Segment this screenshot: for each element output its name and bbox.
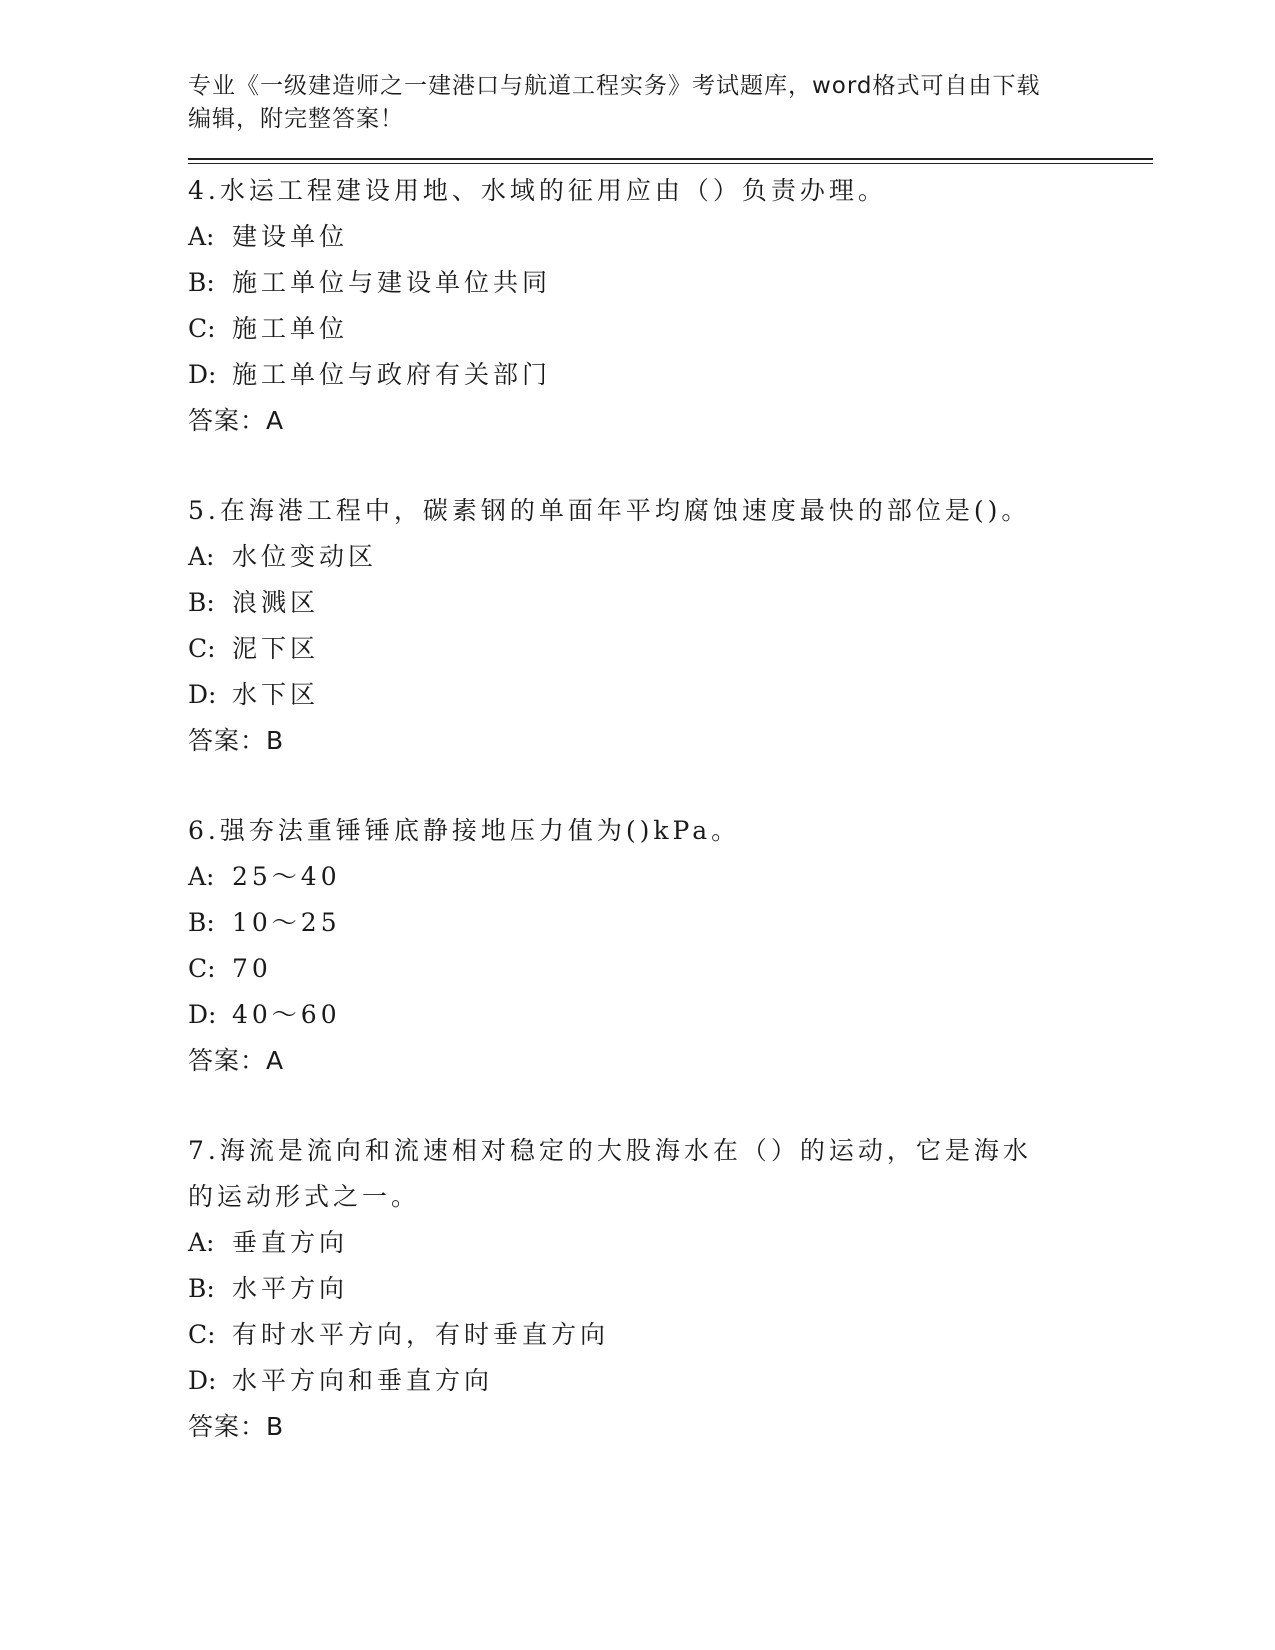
- answer-label: 答案：: [188, 726, 267, 755]
- option-letter: A:: [188, 542, 215, 571]
- answer-label: 答案：: [188, 406, 267, 435]
- question-6: [188, 808, 1148, 1084]
- option-d: [188, 672, 1148, 718]
- option-letter: B:: [188, 1274, 215, 1303]
- option-letter: A:: [188, 222, 215, 251]
- option-b: [188, 580, 1148, 626]
- answer-line: [188, 718, 1148, 764]
- header-line-2: 编辑，附完整答案！: [188, 106, 404, 132]
- question-text: 5.在海港工程中，碳素钢的单面年平均腐蚀速度最快的部位是()。: [188, 496, 1031, 525]
- option-letter: D:: [188, 680, 217, 709]
- option-letter: C:: [188, 1320, 216, 1349]
- option-c: [188, 626, 1148, 672]
- option-letter: B:: [188, 588, 215, 617]
- option-text: 有时水平方向，有时垂直方向: [232, 1320, 610, 1349]
- option-text: 施工单位: [232, 314, 349, 343]
- document-header: [188, 70, 1068, 136]
- answer-value: B: [266, 1412, 285, 1441]
- option-text: 施工单位与政府有关部门: [232, 360, 552, 389]
- answer-label: 答案：: [188, 1046, 267, 1075]
- option-d: [188, 1358, 1148, 1404]
- option-text: 40～60: [232, 1000, 341, 1029]
- document-page: [188, 70, 1148, 1494]
- option-letter: D:: [188, 360, 217, 389]
- option-text: 建设单位: [232, 222, 349, 251]
- header-line-1: 专业《一级建造师之一建港口与航道工程实务》考试题库，word格式可自由下载: [188, 73, 1041, 99]
- question-7: [188, 1128, 1148, 1450]
- option-text: 水下区: [232, 680, 320, 709]
- option-letter: B:: [188, 908, 215, 937]
- option-letter: A:: [188, 862, 215, 891]
- question-text: 6.强夯法重锤锤底静接地压力值为()kPa。: [188, 816, 741, 845]
- answer-line: [188, 1038, 1148, 1084]
- option-c: [188, 946, 1148, 992]
- question-4: [188, 168, 1148, 444]
- option-a: [188, 214, 1148, 260]
- header-divider: [188, 158, 1153, 160]
- option-text: 70: [232, 954, 272, 983]
- option-c: [188, 1312, 1148, 1358]
- answer-line: [188, 398, 1148, 444]
- option-d: [188, 352, 1148, 398]
- question-text: 7.海流是流向和流速相对稳定的大股海水在（）的运动，它是海水的运动形式之一。: [188, 1136, 1032, 1211]
- option-c: [188, 306, 1148, 352]
- option-b: [188, 260, 1148, 306]
- question-text: 4.水运工程建设用地、水域的征用应由（）负责办理。: [188, 176, 887, 205]
- option-b: [188, 1266, 1148, 1312]
- option-letter: D:: [188, 1366, 217, 1395]
- option-letter: C:: [188, 314, 216, 343]
- option-text: 水平方向: [232, 1274, 349, 1303]
- option-text: 泥下区: [232, 634, 320, 663]
- option-a: [188, 854, 1148, 900]
- option-letter: C:: [188, 954, 216, 983]
- option-text: 垂直方向: [232, 1228, 349, 1257]
- option-a: [188, 534, 1148, 580]
- option-letter: B:: [188, 268, 215, 297]
- question-5: [188, 488, 1148, 764]
- answer-value: A: [266, 406, 285, 435]
- option-text: 施工单位与建设单位共同: [232, 268, 552, 297]
- option-letter: C:: [188, 634, 216, 663]
- option-letter: D:: [188, 1000, 217, 1029]
- option-text: 25～40: [232, 862, 341, 891]
- question-list: [188, 168, 1148, 1450]
- option-letter: A:: [188, 1228, 215, 1257]
- option-text: 浪溅区: [232, 588, 320, 617]
- option-a: [188, 1220, 1148, 1266]
- option-text: 水位变动区: [232, 542, 378, 571]
- option-b: [188, 900, 1148, 946]
- option-text: 水平方向和垂直方向: [232, 1366, 494, 1395]
- option-text: 10～25: [232, 908, 341, 937]
- answer-label: 答案：: [188, 1412, 267, 1441]
- option-d: [188, 992, 1148, 1038]
- answer-value: A: [266, 1046, 285, 1075]
- answer-value: B: [266, 726, 285, 755]
- answer-line: [188, 1404, 1148, 1450]
